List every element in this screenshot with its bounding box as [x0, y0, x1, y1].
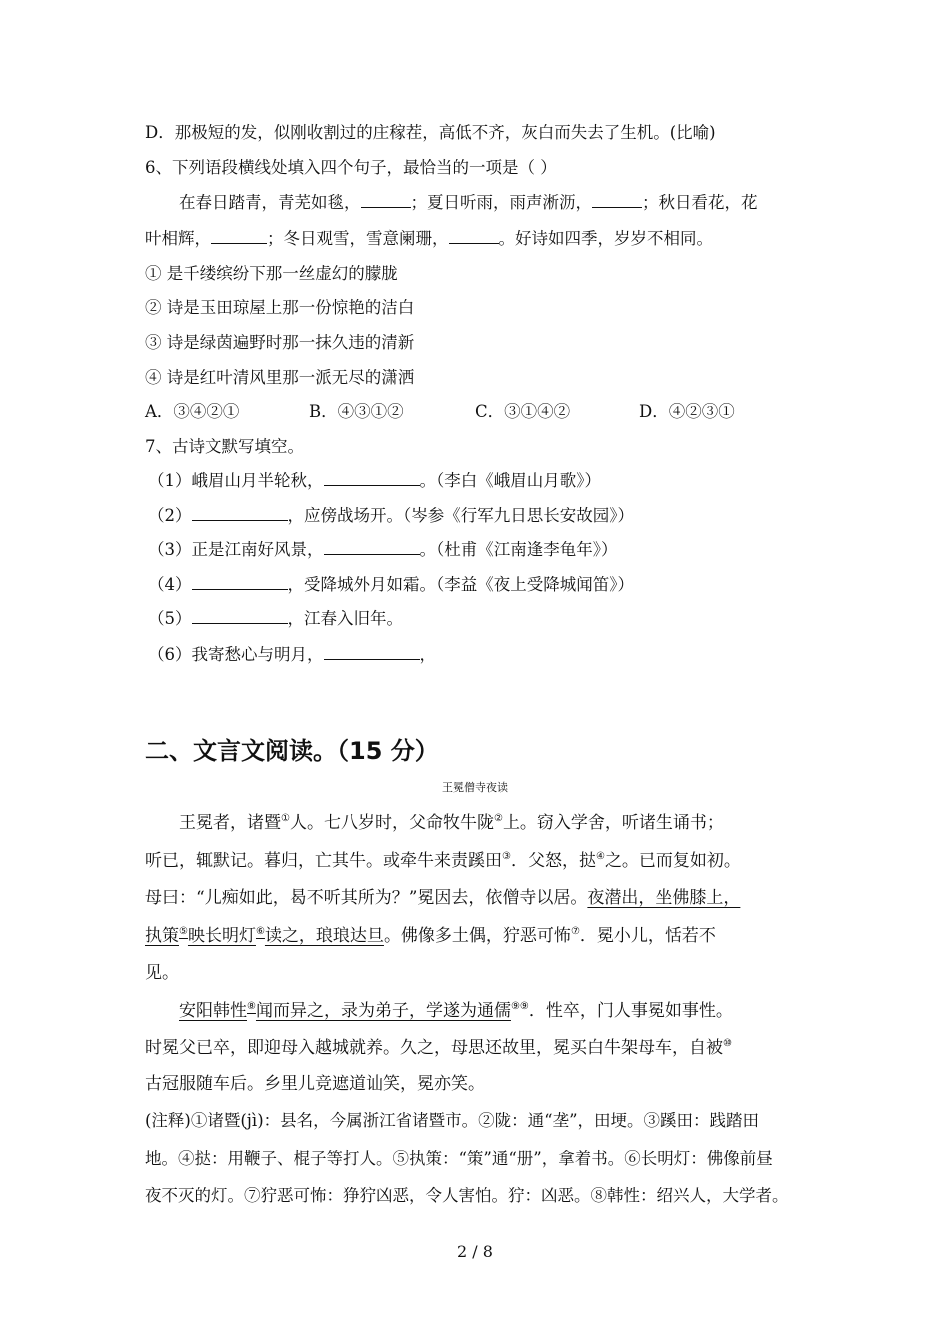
- passage-line: [145, 850, 741, 872]
- q6-stem: 6、下列语段横线处填入四个句子，最恰当的一项是（ ）: [145, 158, 557, 177]
- passage-text: ．性卒，门人事冕如事性。: [528, 1001, 733, 1021]
- underlined-sentence: 安阳韩性: [179, 1001, 247, 1021]
- q6-blank-4[interactable]: [449, 229, 499, 244]
- footnote-mark: ①: [281, 813, 290, 824]
- q6-option-d[interactable]: D．④②③①: [639, 402, 735, 421]
- q7-text: ，受降城外月如霜。（李益《夜上受降城闻笛》）: [287, 575, 634, 594]
- q6-option-c[interactable]: C．③①④②: [475, 402, 571, 421]
- q5-option-d: D．那极短的发，似刚收割过的庄稼茬，高低不齐，灰白而失去了生机。(比喻): [145, 123, 716, 142]
- passage-text: ．冕小儿，恬若不: [579, 926, 716, 946]
- section-heading: 二、文言文阅读。（15 分）: [145, 737, 439, 765]
- passage-title: 王冕僧寺夜读: [442, 781, 508, 794]
- q7-line-3: [148, 539, 618, 561]
- footnote-mark: ⑨⑨: [510, 1001, 529, 1012]
- q7-text: （6）我寄愁心与明月，: [148, 645, 324, 664]
- q6-text: ；夏日听雨，雨声淅沥，: [410, 193, 592, 212]
- footnote-mark: ⑥: [255, 926, 265, 937]
- q7-text: （4）: [148, 575, 192, 594]
- q6-item-3: ③ 诗是绿茵遍野时那一抹久违的清新: [145, 333, 415, 352]
- q6-options: [145, 401, 735, 423]
- q6-option-a[interactable]: A．③④②①: [145, 402, 240, 421]
- q6-text: 叶相辉，: [145, 229, 211, 248]
- q7-line-5: [148, 608, 403, 630]
- passage-text: 时冕父已卒，即迎母入越城就养。久之，母思还故里，冕买白牛架母车，自被: [145, 1038, 723, 1058]
- annotation-line: (注释)①诸暨(jì)：县名，今属浙江省诸暨市。②陇：通“垄”，田埂。③蹊田：践踏田: [145, 1111, 760, 1130]
- q6-blank-3[interactable]: [211, 229, 267, 244]
- q6-passage-line2: [145, 228, 713, 250]
- passage-text: 听已，辄默记。暮归，亡其牛。或牵牛来责蹊田: [145, 851, 502, 871]
- q7-line-4: [148, 574, 634, 596]
- annotation-line: 地。④挞：用鞭子、棍子等打人。⑤执策：“策”通“册”，拿着书。⑥长明灯：佛像前昼: [145, 1149, 773, 1168]
- q7-blank-2[interactable]: [192, 506, 288, 521]
- underlined-sentence: 执策: [145, 926, 179, 946]
- q6-text: ；冬日观雪，雪意阑珊，: [267, 229, 449, 248]
- q6-item-1: ① 是千缕缤纷下那一丝虚幻的朦胧: [145, 264, 398, 283]
- passage-text: 。佛像多土偶，狞恶可怖: [383, 926, 571, 946]
- passage-line: [179, 812, 724, 834]
- passage-text: 上。窃入学舍，听诸生诵书；: [502, 813, 724, 833]
- q7-text: ，应傍战场开。（岑参《行军九日思长安故园》）: [287, 506, 634, 525]
- underlined-sentence: 闻而异之，录为弟子，学遂为通儒: [255, 1001, 511, 1021]
- q7-text: （2）: [148, 506, 192, 525]
- annotation-line: 夜不灭的灯。⑦狞恶可怖：狰狞凶恶，令人害怕。狞：凶恶。⑧韩性：绍兴人，大学者。: [145, 1186, 789, 1205]
- q6-text: 在春日踏青，青芜如毯，: [179, 193, 361, 212]
- q6-blank-2[interactable]: [592, 193, 642, 208]
- q7-text: 。（李白《峨眉山月歌》）: [419, 471, 601, 490]
- q7-text: （3）正是江南好风景，: [148, 540, 324, 559]
- q7-line-2: [148, 505, 634, 527]
- page-number: 2 / 8: [457, 1242, 493, 1261]
- q7-text: 。（杜甫《江南逢李龟年》）: [419, 540, 618, 559]
- footnote-mark: ⑤: [179, 926, 188, 937]
- passage-line: 古冠服随车后。乡里儿竞遮道讪笑，冕亦笑。: [145, 1074, 485, 1094]
- passage-text: 王冕者，诸暨: [179, 813, 281, 833]
- q6-passage-line1: [179, 192, 758, 214]
- q7-blank-1[interactable]: [324, 471, 420, 486]
- passage-line: [145, 925, 716, 947]
- underlined-sentence: 映长明灯: [187, 926, 256, 946]
- q6-text: ；秋日看花，花: [642, 193, 758, 212]
- q6-option-b[interactable]: B．④③①②: [309, 402, 404, 421]
- q7-stem: 7、古诗文默写填空。: [145, 437, 304, 456]
- q7-text: （1）峨眉山月半轮秋，: [148, 471, 324, 490]
- q7-blank-3[interactable]: [324, 540, 420, 555]
- underlined-sentence: 读之，琅琅达旦: [264, 926, 384, 946]
- passage-line: [145, 1037, 732, 1059]
- q7-blank-6[interactable]: [324, 645, 420, 660]
- q7-line-1: [148, 470, 601, 492]
- underlined-sentence: 夜潜出，坐佛膝上，: [587, 888, 741, 908]
- footnote-mark: ③: [502, 851, 511, 862]
- q6-item-2: ② 诗是玉田琼屋上那一份惊艳的洁白: [145, 298, 415, 317]
- passage-text: 人。七八岁时，父命牧牛陇: [289, 813, 494, 833]
- q6-text: 。好诗如四季，岁岁不相同。: [498, 229, 713, 248]
- footnote-mark: ⑩: [723, 1038, 732, 1049]
- q7-text: ，: [419, 645, 436, 664]
- q7-line-6: [148, 644, 436, 666]
- passage-text: 母曰：“儿痴如此，曷不听其所为？”冕因去，依僧寺以居。: [145, 888, 588, 908]
- footnote-mark: ④: [595, 851, 605, 862]
- q7-text: ，江春入旧年。: [287, 609, 403, 628]
- q6-blank-1[interactable]: [361, 193, 411, 208]
- q7-text: （5）: [148, 609, 192, 628]
- passage-line: [145, 887, 740, 909]
- passage-line: [179, 1000, 733, 1022]
- q6-item-4: ④ 诗是红叶清风里那一派无尽的潇洒: [145, 368, 415, 387]
- passage-text: 之。已而复如初。: [604, 851, 741, 871]
- passage-text: ．父怒，挞: [510, 851, 596, 871]
- q7-blank-4[interactable]: [192, 575, 288, 590]
- footnote-mark: ⑦: [570, 926, 580, 937]
- q7-blank-5[interactable]: [192, 609, 288, 624]
- footnote-mark: ②: [493, 813, 503, 824]
- footnote-mark: ⑧: [247, 1001, 256, 1012]
- passage-line: 见。: [145, 963, 179, 983]
